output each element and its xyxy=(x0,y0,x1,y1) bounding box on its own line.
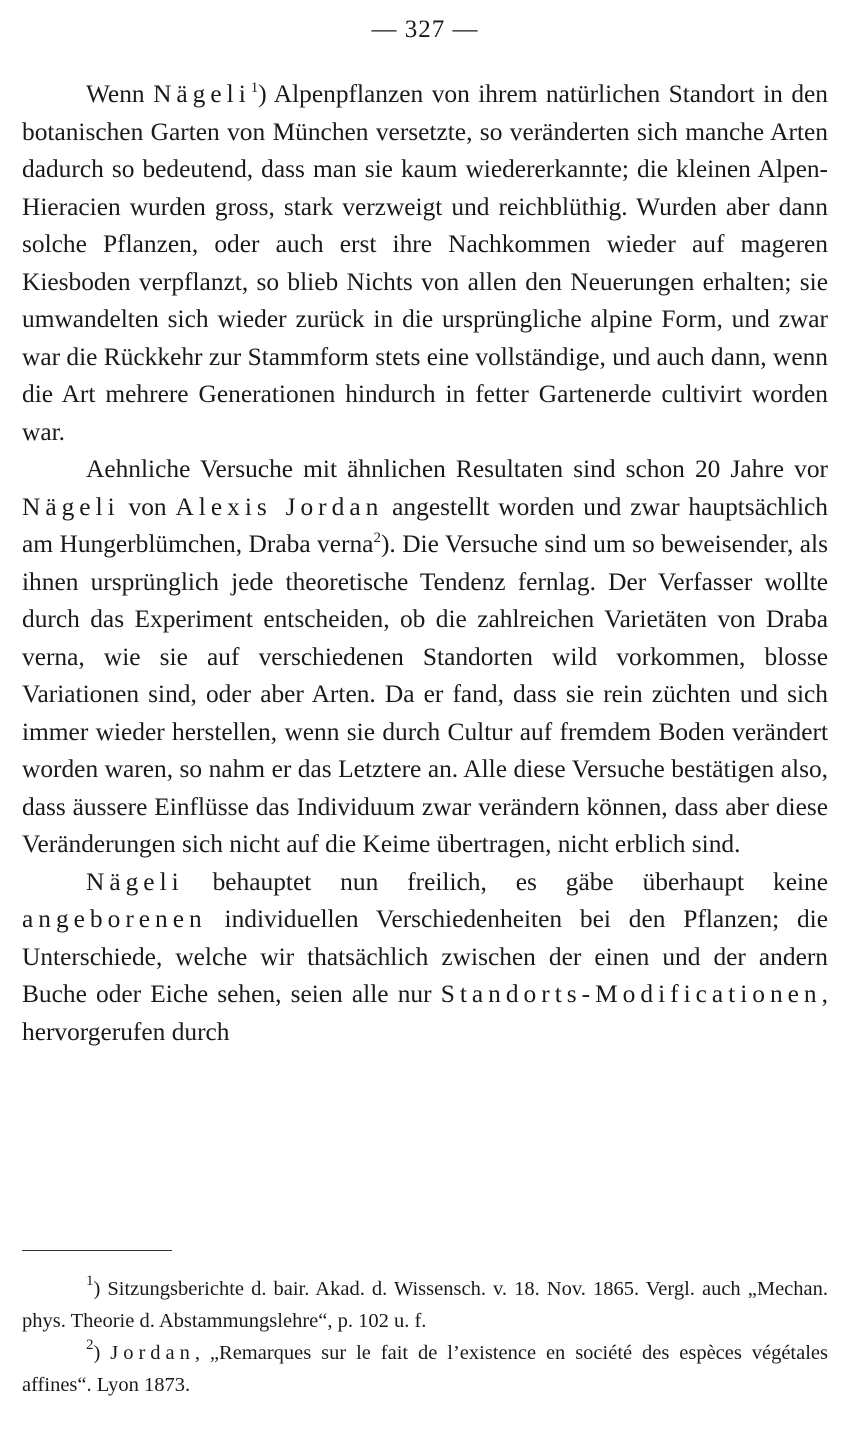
author-name-jordan: Alexis Jordan xyxy=(175,492,384,521)
paragraph-3-text-a: behauptet nun freilich, es gäbe überhaupt keine xyxy=(183,867,828,896)
footnote-ref-2: 2 xyxy=(373,530,381,546)
footnote-2: $^2$) Jordan, „Remarques sur le fait de l’existence en société des espèces végétales affines“. Lyon 1873. xyxy=(22,1337,829,1396)
footnote-mark-2: 2 xyxy=(86,1337,94,1353)
footnote-divider xyxy=(22,1250,172,1251)
footnote-ref-1: 1 xyxy=(250,80,259,96)
paragraph-1 xyxy=(22,76,828,451)
paragraph-2-text-a: von xyxy=(119,492,176,521)
paragraph-2-lead: Aehnliche Versuche mit ähnlichen Resultaten sind schon 20 Jahre vor xyxy=(86,455,828,483)
author-name-naegeli: Nägeli xyxy=(153,80,251,108)
paragraph-2-text-b: angestellt worden und zwar hauptsächlich am Hungerblümchen, Draba verna xyxy=(22,492,829,558)
paragraph-3-text-b: individuellen Verschiedenheiten bei den Pflanzen; die Unterschiede, welche wir thatsächlich zwischen der einen und der andern Buche oder Eiche sehen, seien alle nur xyxy=(22,905,828,1008)
page-number: — 327 — xyxy=(371,16,479,43)
paragraph-3-text-c: , hervorgerufen durch xyxy=(22,980,828,1046)
paragraph-2-text-c: ). Die Versuche sind um so beweisender, als ihnen ursprünglich jede theoretische Tendenz fernlag. Der Verfasser wollte durch das Experiment entscheiden, ob die zahlreichen Varietäten von Draba verna, wie sie auf verschiedenen Standorten wild vorkommen, blosse Variationen sind, oder aber Arten. Da er fand, dass sie rein züchten und sich immer wieder herstellen, wenn sie durch Cultur auf fremdem Boden verändert worden waren, so nahm er das Letztere an. Alle diese Versuche bestätigen also, dass äussere Einflüsse das Individuum zwar verändern können, dass aber diese Veränderungen sich nicht auf die Keime übertragen, nicht erblich sind. xyxy=(22,530,828,858)
footnote-ref-1-close: ) xyxy=(258,80,267,108)
footnote-2-text: , „Remarques sur le fait de l’existence en société des espèces végétales affines“. Lyon 1873. xyxy=(22,1342,829,1396)
author-name-naegeli: Nägeli xyxy=(86,867,184,896)
body-text xyxy=(22,76,828,1051)
footnote-1-text: ) Sitzungsberichte d. bair. Akad. d. Wissensch. v. 18. Nov. 1865. Vergl. auch „Mechan. phys. Theorie d. Abstammungslehre“, p. 102 u. f. xyxy=(22,1278,828,1332)
paragraph-2 xyxy=(22,451,828,864)
paragraph-1-lead: Wenn xyxy=(86,80,145,108)
footnote-1 xyxy=(22,1273,828,1337)
footnote-mark-1: 1 xyxy=(86,1273,94,1289)
footnote-2-author: Jordan xyxy=(110,1342,195,1364)
author-name-naegeli: Nägeli xyxy=(22,492,120,521)
emphasis-standorts-modificationen: Standorts-Modificationen xyxy=(440,980,822,1008)
footnotes xyxy=(22,1273,828,1401)
paragraph-3 xyxy=(22,864,828,1052)
emphasis-angeborenen: angeborenen xyxy=(22,905,207,933)
paragraph-1-text: Alpenpflanzen von ihrem natürlichen Standort in den botanischen Garten von München versetzte, so veränderten sich manche Arten dadurch so bedeutend, dass man sie kaum wiedererkannte; die kleinen Alpen-Hieracien wurden gross, stark verzweigt und reichblüthig. Wurden aber dann solche Pflanzen, oder auch erst ihre Nachkommen wieder auf mageren Kiesboden verpflanzt, so blieb Nichts von allen den Neuerungen erhalten; sie umwandelten sich wieder zurück in die ursprüngliche alpine Form, und zwar war die Rückkehr zur Stammform stets eine vollständige, und auch dann, wenn die Art mehrere Generationen hindurch in fetter Gartenerde cultivirt worden war. xyxy=(22,80,828,446)
